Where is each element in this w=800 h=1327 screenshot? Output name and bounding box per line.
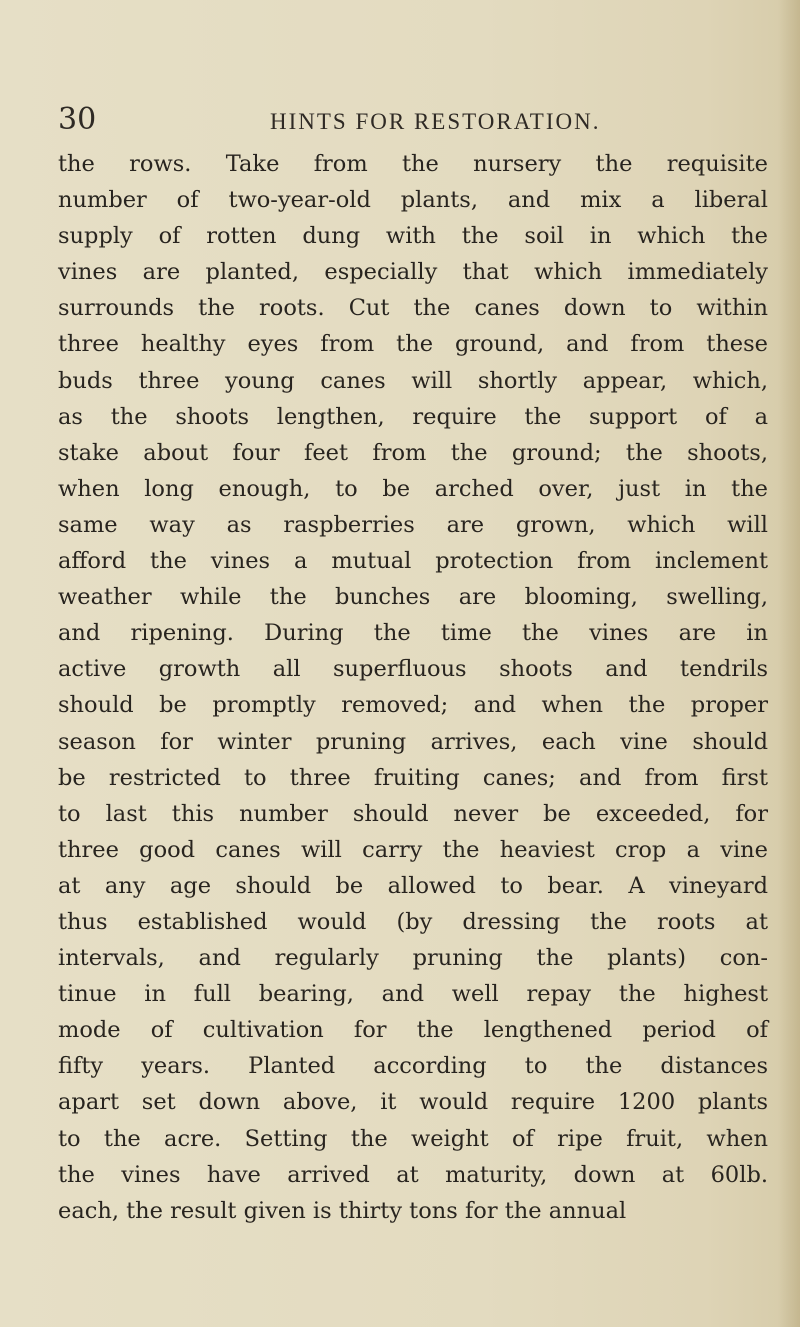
page-number: 30 bbox=[58, 102, 97, 137]
page-edge-shadow bbox=[778, 0, 800, 1327]
text-line: supply of rotten dung with the soil in which the bbox=[58, 223, 768, 250]
text-line: the rows. Take from the nursery the requisite bbox=[58, 151, 768, 177]
text-line: fifty years. Planted according to the distances bbox=[58, 1053, 768, 1080]
text-line: afford the vines a mutual protection from inclement bbox=[58, 548, 768, 575]
text-line: tinue in full bearing, and well repay the highest bbox=[58, 981, 768, 1008]
text-line: intervals, and regularly pruning the plants) con- bbox=[58, 945, 768, 972]
text-line: surrounds the roots. Cut the canes down to within bbox=[58, 295, 768, 322]
text-line: buds three young canes will shortly appear, which, bbox=[58, 367, 768, 394]
text-line: three good canes will carry the heaviest crop a vine bbox=[58, 836, 768, 863]
text-line: and ripening. During the time the vines are in bbox=[58, 620, 768, 647]
text-line: at any age should be allowed to bear. A vineyard bbox=[58, 872, 768, 899]
text-line: stake about four feet from the ground; the shoots, bbox=[58, 439, 768, 466]
text-line: should be promptly removed; and when the proper bbox=[58, 692, 768, 719]
text-line: vines are planted, especially that which immediately bbox=[58, 259, 768, 286]
text-line: be restricted to three fruiting canes; and from first bbox=[58, 764, 768, 791]
text-line: thus established would (by dressing the roots at bbox=[58, 908, 768, 935]
text-line: active growth all superfluous shoots and tendrils bbox=[58, 656, 768, 683]
text-line: weather while the bunches are blooming, swelling, bbox=[58, 584, 768, 611]
running-head: HINTS FOR RESTORATION. bbox=[270, 109, 601, 134]
page-header bbox=[58, 100, 758, 140]
text-line: mode of cultivation for the lengthened period of bbox=[58, 1017, 768, 1044]
text-line: to the acre. Setting the weight of ripe fruit, when bbox=[58, 1125, 768, 1152]
text-line: as the shoots lengthen, require the support of a bbox=[58, 403, 768, 430]
body-text bbox=[58, 146, 768, 1229]
text-line: each, the result given is thirty tons for the annual bbox=[58, 1197, 627, 1224]
text-line: to last this number should never be exceeded, for bbox=[58, 800, 768, 827]
text-line: apart set down above, it would require 1200 plants bbox=[58, 1089, 768, 1116]
text-line: number of two-year-old plants, and mix a liberal bbox=[58, 187, 768, 214]
text-line: the vines have arrived at maturity, down at 60lb. bbox=[58, 1161, 768, 1188]
text-line: same way as raspberries are grown, which will bbox=[58, 511, 768, 538]
text-line: three healthy eyes from the ground, and from these bbox=[58, 331, 768, 358]
text-line: season for winter pruning arrives, each vine should bbox=[58, 728, 768, 755]
text-line: when long enough, to be arched over, just in the bbox=[58, 475, 768, 502]
